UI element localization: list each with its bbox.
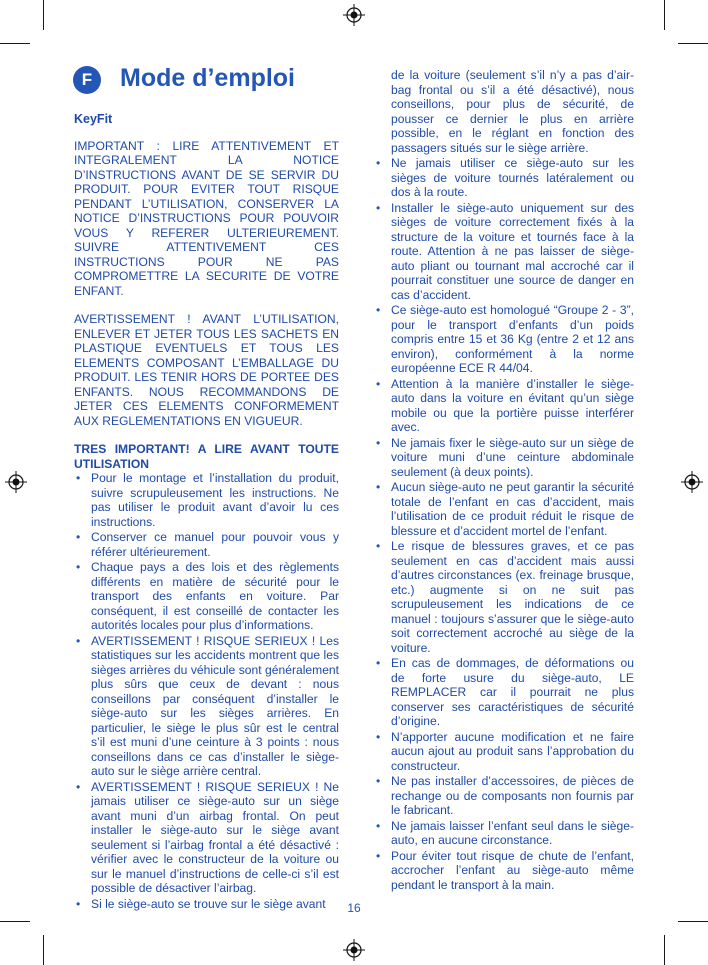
crop-mark <box>43 935 44 965</box>
list-item: • Le risque de blessures graves, et ce pas seulement en cas d’accident mais aussi d’autres circonstances (ex. freinage brusque, etc.) augmente si on ne suit pas scrupuleusement les indications de ce manuel : toujours s’assurer que le siège-auto soit correctement accroché au siège de la voiture. <box>374 539 634 655</box>
list-item: • Pour le montage et l’installation du produit, suivre scrupuleusement les instructions. Ne pas utiliser le produit avant d’avoir lu ces instructions. <box>74 471 339 529</box>
registration-mark-icon <box>681 471 703 493</box>
left-bullet-list <box>74 471 339 911</box>
registration-mark-icon <box>343 939 365 961</box>
right-bullet-list <box>374 156 634 892</box>
crop-mark <box>664 0 665 30</box>
important-notice: IMPORTANT : LIRE ATTENTIVEMENT ET INTEGRALEMENT LA NOTICE D’INSTRUCTIONS AVANT DE SE SERVIR DU PRODUIT. POUR EVITER TOUT RISQUE PENDANT L’UTILISATION, CONSERVER LA NOTICE D’INSTRUCTIONS POUR POUVOIR VOUS Y REFERER ULTERIEUREMENT. SUIVRE ATTENTIVEMENT CES INSTRUCTIONS POUR NE PAS COMPROMETTRE LA SECURITE DE VOTRE ENFANT. <box>74 138 339 298</box>
registration-mark-icon <box>5 471 27 493</box>
list-item: • Si le siège-auto se trouve sur le siège avant <box>74 897 339 912</box>
registration-mark-icon <box>343 4 365 26</box>
page-number: 16 <box>347 901 361 915</box>
crop-mark <box>678 43 708 44</box>
page-title: Mode d’emploi <box>120 64 295 92</box>
product-name: KeyFit <box>74 112 113 126</box>
warning-notice: AVERTISSEMENT ! AVANT L’UTILISATION, ENLEVER ET JETER TOUS LES SACHETS EN PLASTIQUE EVENTUELS ET TOUS LES ELEMENTS COMPOSANT L’EMBALLAGE DU PRODUIT. LES TENIR HORS DE PORTEE DES ENFANTS. NOUS RECOMMANDONS DE JETER CES ELEMENTS CONFORMEMENT AUX REGLEMENTATIONS EN VIGUEUR. <box>74 312 339 428</box>
list-item: • Pour éviter tout risque de chute de l’enfant, accrocher l’enfant au siège-auto même pendant le transport à la main. <box>374 849 634 893</box>
list-item: • AVERTISSEMENT ! RISQUE SERIEUX ! Les statistiques sur les accidents montrent que les sièges arrières du véhicule sont généralement plus sûrs que ceux de devant : nous conseillons par conséquent d’installer le siège-auto sur les sièges arrières. En particulier, le siège le plus sûr est le central s’il est muni d’une ceinture à 3 points : nous conseillons dans ce cas d’installer le siège-auto sur le siège arrière central. <box>74 634 339 779</box>
section-heading: TRES IMPORTANT! A LIRE AVANT TOUTE UTILISATION <box>74 442 339 471</box>
continued-paragraph: de la voiture (seulement s’il n’y a pas d’air-bag frontal ou s’il a été désactivé), nous conseillons, pour plus de sécurité, de pousser ce dernier le plus en arrière possible, en le réglant en fonction des passagers situés sur le siège arrière. <box>391 68 634 155</box>
list-item: • Attention à la manière d’installer le siège-auto dans la voiture en évitant qu’un siège mobile ou que la portière puisse interférer avec. <box>374 377 634 435</box>
list-item: • Installer le siège-auto uniquement sur des sièges de voiture correctement fixés à la structure de la voiture et tournés face à la route. Attention à ne pas laisser de siège-auto pliant ou tournant mal accroché car il pourrait constituer une source de danger en cas d’accident. <box>374 201 634 303</box>
crop-mark <box>678 921 708 922</box>
list-item: • N’apporter aucune modification et ne faire aucun ajout au produit sans l’approbation du constructeur. <box>374 730 634 774</box>
list-item: • Chaque pays a des lois et des règlements différents en matière de sécurité pour le transport des enfants en voiture. Par conséquent, il est conseillé de contacter les autorités locales pour plus d’informations. <box>74 560 339 633</box>
list-item: • Ce siège-auto est homologué “Groupe 2 - 3”, pour le transport d’enfants d’un poids compris entre 15 et 36 Kg (entre 2 et 12 ans environ), conformément à la norme européenne ECE R 44/04. <box>374 303 634 376</box>
crop-mark <box>43 0 44 30</box>
list-item: • AVERTISSEMENT ! RISQUE SERIEUX ! Ne jamais utiliser ce siège-auto sur un siège avant muni d’un airbag frontal. On peut installer le siège-auto sur le siège avant seulement si l’airbag frontal a été désactivé : vérifier avec le constructeur de la voiture ou sur le manuel d’instructions de celle-ci s’il est possible de désactiver l’airbag. <box>74 780 339 896</box>
list-item: • Aucun siège-auto ne peut garantir la sécurité totale de l’enfant en cas d’accident, mais l’utilisation de ce produit réduit le risque de blessure et d’accident mortel de l’enfant. <box>374 480 634 538</box>
list-item: • Ne jamais laisser l’enfant seul dans le siège-auto, en aucune circonstance. <box>374 819 634 848</box>
language-badge: F <box>73 66 101 94</box>
list-item: • Conserver ce manuel pour pouvoir vous y référer ultérieurement. <box>74 530 339 559</box>
list-item: • En cas de dommages, de déformations ou de forte usure du siège-auto, LE REMPLACER car il pourrait ne plus conserver ses caractéristiques de sécurité d’origine. <box>374 656 634 729</box>
list-item: • Ne jamais utiliser ce siège-auto sur les sièges de voiture tournés latéralement ou dos à la route. <box>374 156 634 200</box>
crop-mark <box>664 935 665 965</box>
list-item: • Ne jamais fixer le siège-auto sur un siège de voiture muni d’une ceinture abdominale seulement (à deux points). <box>374 436 634 480</box>
list-item: • Ne pas installer d’accessoires, de pièces de rechange ou de composants non fournis par le fabricant. <box>374 774 634 818</box>
crop-mark <box>0 921 30 922</box>
left-column <box>74 112 339 912</box>
right-column <box>374 68 634 893</box>
crop-mark <box>0 43 30 44</box>
